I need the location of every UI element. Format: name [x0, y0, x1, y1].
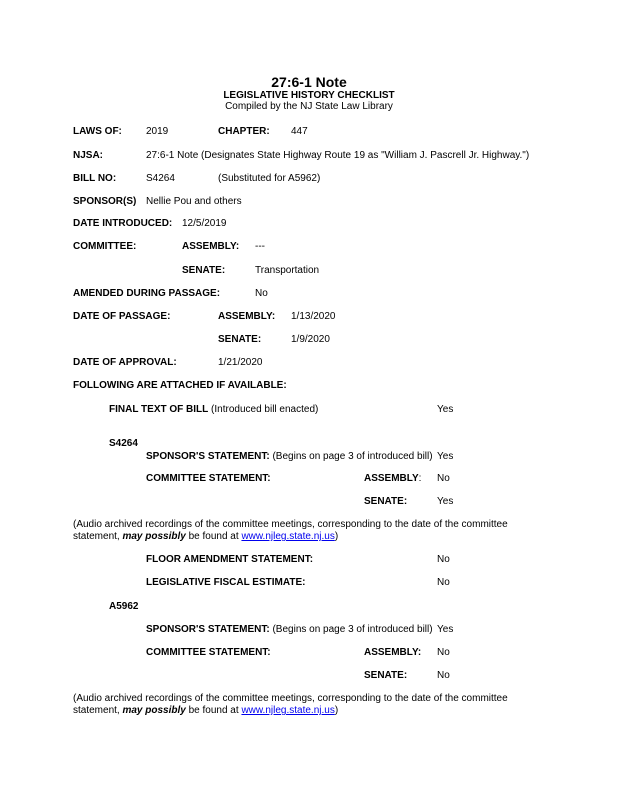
s4264-committee-statement-label: COMMITTEE STATEMENT: [146, 473, 271, 484]
s4264-assembly-label-wrap [364, 473, 421, 485]
attachments-heading: FOLLOWING ARE ATTACHED IF AVAILABLE: [73, 380, 287, 391]
a5962-assembly-value: No [437, 647, 450, 658]
njsa-label: NJSA: [73, 150, 104, 161]
a5962-heading: A5962 [109, 601, 139, 612]
njleg-link[interactable]: www.njleg.state.nj.us [241, 531, 335, 542]
date-of-approval-value: 1/21/2020 [218, 357, 263, 368]
final-text-detail: (Introduced bill enacted) [211, 404, 319, 415]
bill-substitute: (Substituted for A5962) [218, 173, 321, 184]
s4264-heading: S4264 [109, 438, 138, 449]
final-text-row [109, 404, 318, 416]
audio-note-text: (Audio archived recordings of the committee meetings, corresponding to the date of the committee statement, [73, 693, 508, 716]
s4264-floor-amendment-value: No [437, 554, 450, 565]
audio-note-2 [73, 693, 543, 717]
a5962-senate-value: No [437, 670, 450, 681]
compiled-by: Compiled by the NJ State Law Library [225, 101, 393, 112]
a5962-senate-label: SENATE: [364, 670, 408, 681]
passage-senate-label: SENATE: [218, 334, 262, 345]
s4264-sponsor-statement-detail: (Begins on page 3 of introduced bill) [272, 451, 433, 462]
committee-assembly-label: ASSEMBLY: [182, 241, 240, 252]
a5962-sponsor-statement-detail: (Begins on page 3 of introduced bill) [272, 624, 433, 635]
a5962-sponsor-statement-label: SPONSOR'S STATEMENT: [146, 624, 270, 635]
audio-note-emphasis: may possibly [122, 705, 186, 716]
amended-value: No [255, 288, 268, 299]
date-of-passage-label: DATE OF PASSAGE: [73, 311, 171, 322]
s4264-floor-amendment-label: FLOOR AMENDMENT STATEMENT: [146, 554, 314, 565]
bill-no-label: BILL NO: [73, 173, 117, 184]
sponsor-value: Nellie Pou and others [146, 196, 242, 207]
committee-assembly-value: --- [255, 241, 265, 252]
s4264-sponsor-statement-row [146, 451, 433, 463]
a5962-committee-statement-label: COMMITTEE STATEMENT: [146, 647, 271, 658]
committee-senate-value: Transportation [255, 265, 320, 276]
sponsor-label: SPONSOR(S) [73, 196, 137, 207]
a5962-sponsor-statement-row [146, 624, 433, 636]
s4264-senate-value: Yes [437, 496, 454, 507]
passage-assembly-value: 1/13/2020 [291, 311, 336, 322]
amended-label: AMENDED DURING PASSAGE: [73, 288, 221, 299]
date-introduced-value: 12/5/2019 [182, 218, 227, 229]
passage-assembly-label: ASSEMBLY: [218, 311, 276, 322]
laws-of-label: LAWS OF: [73, 126, 122, 137]
document-title: 27:6-1 Note [271, 74, 347, 90]
final-text-value: Yes [437, 404, 454, 415]
s4264-senate-label: SENATE: [364, 496, 408, 507]
s4264-assembly-colon: : [418, 473, 422, 484]
audio-note-text: (Audio archived recordings of the committee meetings, corresponding to the date of the committee statement, [73, 519, 508, 542]
njsa-value: 27:6-1 Note (Designates State Highway Route 19 as "William J. Pascrell Jr. Highway.") [146, 150, 530, 161]
audio-note-text-end: ) [334, 531, 339, 542]
s4264-fiscal-estimate-value: No [437, 577, 450, 588]
date-of-approval-label: DATE OF APPROVAL: [73, 357, 177, 368]
s4264-fiscal-estimate-label: LEGISLATIVE FISCAL ESTIMATE: [146, 577, 306, 588]
s4264-assembly-label: ASSEMBLY [364, 473, 419, 484]
passage-senate-value: 1/9/2020 [291, 334, 330, 345]
s4264-sponsor-statement-label: SPONSOR'S STATEMENT: [146, 451, 270, 462]
bill-no-value: S4264 [146, 173, 175, 184]
a5962-sponsor-statement-value: Yes [437, 624, 454, 635]
audio-note-1 [73, 519, 543, 543]
chapter-value: 447 [291, 126, 308, 137]
laws-of-value: 2019 [146, 126, 169, 137]
date-introduced-label: DATE INTRODUCED: [73, 218, 173, 229]
committee-label: COMMITTEE: [73, 241, 137, 252]
njleg-link[interactable]: www.njleg.state.nj.us [241, 705, 335, 716]
audio-note-text-mid: be found at [185, 705, 242, 716]
a5962-assembly-label: ASSEMBLY: [364, 647, 422, 658]
committee-senate-label: SENATE: [182, 265, 226, 276]
s4264-sponsor-statement-value: Yes [437, 451, 454, 462]
chapter-label: CHAPTER: [218, 126, 270, 137]
document-subtitle: LEGISLATIVE HISTORY CHECKLIST [223, 90, 395, 101]
final-text-label: FINAL TEXT OF BILL [109, 404, 209, 415]
audio-note-text-mid: be found at [185, 531, 242, 542]
s4264-assembly-value: No [437, 473, 450, 484]
audio-note-emphasis: may possibly [122, 531, 186, 542]
audio-note-text-end: ) [334, 705, 339, 716]
